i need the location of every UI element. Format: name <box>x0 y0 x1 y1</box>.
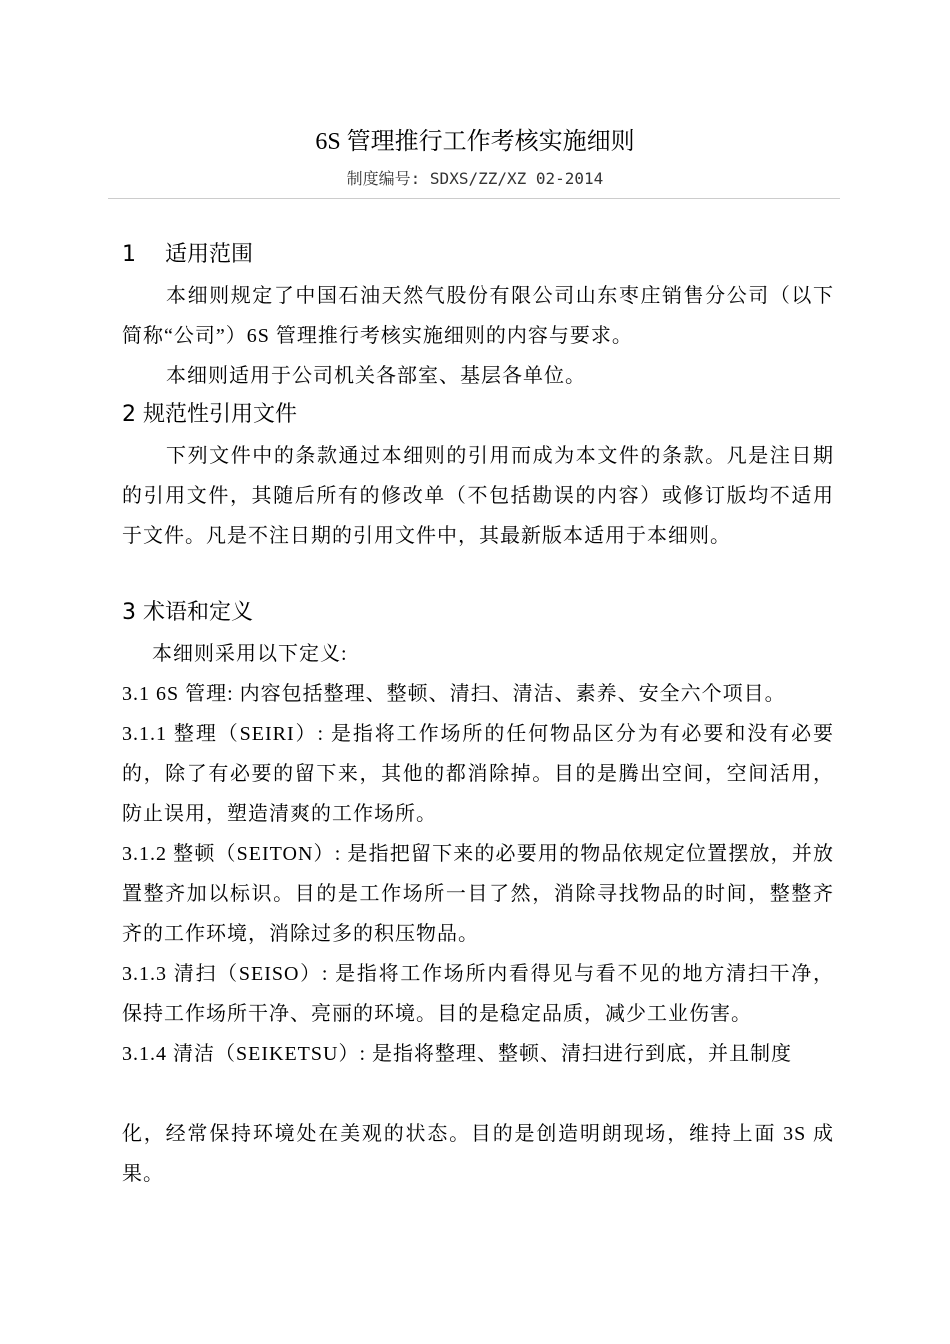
section-1-paragraph-1: 本细则规定了中国石油天然气股份有限公司山东枣庄销售分公司（以下简称“公司”）6S 管理推行考核实施细则的内容与要求。 <box>122 285 834 347</box>
section-3-intro: 本细则采用以下定义: <box>152 643 348 665</box>
definition-3-1-4-part-2: 化，经常保持环境处在美观的状态。目的是创造明朗现场，维持上面 3S 成果。 <box>122 1123 834 1185</box>
section-1-paragraph-2: 本细则适用于公司机关各部室、基层各单位。 <box>166 365 586 387</box>
definition-3-1-3: 3.1.3 清扫（SEISO）: 是指将工作场所内看得见与看不见的地方清扫干净，保持工作场所干净、亮丽的环境。目的是稳定品质，减少工业伤害。 <box>122 963 834 1025</box>
definition-3-1-4-part-1: 3.1.4 清洁（SEIKETSU）: 是指将整理、整顿、清扫进行到底，并且制度 <box>122 1043 792 1065</box>
section-2-paragraph-1: 下列文件中的条款通过本细则的引用而成为本文件的条款。凡是注日期的引用文件，其随后所有的修改单（不包括勘误的内容）或修订版均不适用于文件。凡是不注日期的引用文件中，其最新版本适用于本细则。 <box>122 445 834 547</box>
section-1-heading: 1 适用范围 <box>122 242 253 267</box>
document-title: 6S 管理推行工作考核实施细则 <box>315 129 635 155</box>
section-2-heading: 2 规范性引用文件 <box>122 402 297 427</box>
document-number: 制度编号: SDXS/ZZ/XZ 02-2014 <box>346 169 604 188</box>
header-divider <box>108 198 840 199</box>
definition-3-1: 3.1 6S 管理: 内容包括整理、整顿、清扫、清洁、素养、安全六个项目。 <box>122 683 786 705</box>
section-3-heading: 3 术语和定义 <box>122 600 253 625</box>
definition-3-1-2: 3.1.2 整顿（SEITON）: 是指把留下来的必要用的物品依规定位置摆放，并放置整齐加以标识。目的是工作场所一目了然，消除寻找物品的时间，整整齐齐的工作环境，消除过多的积压物品。 <box>122 843 834 945</box>
definition-3-1-1: 3.1.1 整理（SEIRI）: 是指将工作场所的任何物品区分为有必要和没有必要的，除了有必要的留下来，其他的都消除掉。目的是腾出空间，空间活用，防止误用，塑造清爽的工作场所。 <box>122 723 834 825</box>
